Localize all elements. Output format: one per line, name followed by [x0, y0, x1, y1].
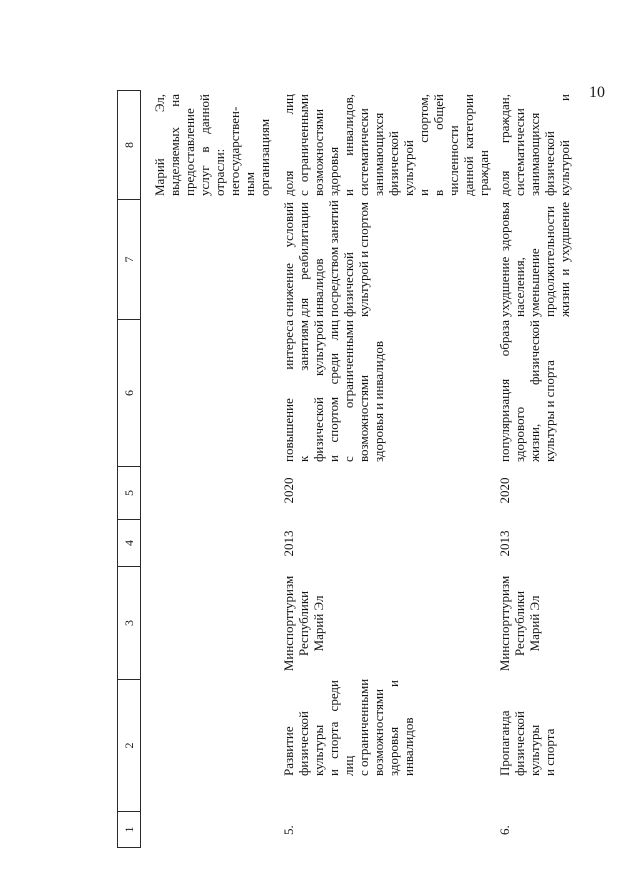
cell-line: здоровья и инвалидов	[371, 341, 386, 462]
cell-line: физической	[386, 131, 401, 196]
cell-line: Пропаганда	[497, 710, 512, 776]
cell-line: выделяемых на	[167, 94, 182, 196]
cell-line: Марий Эл	[311, 595, 326, 652]
row-6-cell-col-4	[497, 520, 512, 567]
cell-line: систематически	[356, 108, 371, 196]
cell-line: Минспорттуризм	[281, 575, 296, 672]
cell-line: культурой и	[557, 94, 572, 196]
cell-line: организациям	[257, 118, 272, 196]
cell-line: отрасли:	[212, 148, 227, 196]
cell-line: инвалидов	[311, 258, 326, 317]
cell-line: возможностями	[311, 108, 326, 196]
cell-line: повышение интереса	[281, 320, 296, 462]
cell-line: и инвалидов,	[341, 94, 356, 196]
row-5-cell-col-2	[281, 680, 416, 776]
cell-line: физической	[341, 252, 356, 317]
cell-line: для реабилитации	[296, 202, 311, 317]
cell-line: физической культурой	[311, 320, 326, 462]
cell-line: продолжительности	[542, 205, 557, 317]
cell-line: инвалидов	[401, 717, 416, 776]
cell-line: физической	[542, 131, 557, 196]
cell-line: физической	[296, 711, 311, 776]
row-6-cell-col-8	[497, 94, 572, 196]
cell-line: 2020	[497, 477, 512, 504]
header-col-1: 1	[118, 811, 140, 847]
cell-line: и спортом,	[416, 94, 431, 196]
cell-line: возможностями	[356, 374, 371, 462]
cell-line: населения,	[512, 257, 527, 317]
row-6-cell-col-5	[497, 464, 512, 517]
cell-line: с ограниченными	[356, 678, 371, 776]
cell-line: здорового	[512, 406, 527, 462]
row-6-cell-col-2	[497, 680, 557, 776]
cell-line: к занятиям	[296, 320, 311, 462]
cell-line: и спортом среди лиц	[326, 320, 341, 462]
row-5-cell-col-5	[281, 464, 296, 517]
header-col-4: 4	[118, 519, 140, 566]
cell-line: здоровья и	[386, 680, 401, 776]
cell-line: численности	[446, 125, 461, 196]
cell-line: 5.	[281, 825, 296, 835]
page-number: 10	[589, 84, 605, 101]
cell-line: уменьшение	[527, 248, 542, 317]
cell-line: 2020	[281, 477, 296, 504]
cell-line: систематически	[512, 108, 527, 196]
table-header-row	[117, 90, 141, 848]
cell-line: культурой и спортом	[356, 202, 371, 317]
cell-line: снижение условий	[281, 202, 296, 317]
row-5-cell-col-4	[281, 520, 296, 567]
cell-line: 6.	[497, 825, 512, 835]
cell-line: доля лиц	[281, 94, 296, 196]
cell-line: жизни и ухудшение	[557, 202, 572, 317]
row-6-cell-col-6	[497, 320, 557, 462]
cell-line: культуры	[311, 724, 326, 776]
header-col-3: 3	[118, 566, 140, 679]
cell-line: культуры	[527, 724, 542, 776]
cell-line: Минспорттуризм	[497, 575, 512, 672]
cell-line: здоровья	[326, 146, 341, 196]
cell-line: и спорта среди	[326, 680, 341, 776]
header-col-6: 6	[118, 319, 140, 466]
cell-line: лиц	[341, 755, 356, 776]
cell-line: занимающихся	[371, 112, 386, 196]
cell-line: Развитие	[281, 726, 296, 776]
cell-line: негосударствен-	[227, 106, 242, 196]
header-col-2: 2	[118, 679, 140, 811]
header-col-5: 5	[118, 466, 140, 519]
cell-line: услуг в данной	[197, 94, 212, 196]
cell-line: и спорта	[542, 728, 557, 776]
cell-line: 2013	[281, 530, 296, 557]
cell-line: в общей	[431, 94, 446, 196]
row-5-cell-col-6	[281, 320, 386, 462]
row-6-cell-col-3	[497, 567, 542, 680]
cell-line: Марий Эл	[527, 595, 542, 652]
cell-line: с ограниченными	[296, 94, 311, 196]
cell-line: занимающихся	[527, 112, 542, 196]
row-5-cell-col-7	[281, 202, 371, 317]
cell-line: физической	[512, 711, 527, 776]
cell-line: культуры и спорта	[542, 360, 557, 462]
cell-line: культурой	[401, 140, 416, 196]
header-col-8: 8	[122, 142, 136, 148]
cell-line: посредством занятий	[326, 200, 341, 317]
cell-line: предоставление	[182, 108, 197, 196]
cell-line: популяризация образа	[497, 320, 512, 462]
row-continuation-cell-col-8	[152, 94, 272, 196]
cell-line: ным	[242, 172, 257, 196]
cell-line: Республики	[296, 590, 311, 657]
cell-line: с ограниченными	[341, 320, 356, 462]
cell-line: Марий Эл,	[152, 94, 167, 196]
cell-line: граждан	[476, 150, 491, 196]
row-6-cell-col-7	[497, 202, 572, 317]
header-col-7: 7	[118, 199, 140, 319]
cell-line: возможностями	[371, 688, 386, 776]
cell-line: данной категории	[461, 94, 476, 196]
row-5-number	[281, 813, 296, 835]
row-5-cell-col-8	[281, 94, 491, 196]
cell-line: жизни, физической	[527, 320, 542, 462]
row-5-cell-col-3	[281, 567, 326, 680]
cell-line: 2013	[497, 530, 512, 557]
cell-line: доля граждан,	[497, 94, 512, 196]
row-6-number	[497, 813, 512, 835]
cell-line: Республики	[512, 590, 527, 657]
cell-line: ухудшение здоровья	[497, 202, 512, 317]
